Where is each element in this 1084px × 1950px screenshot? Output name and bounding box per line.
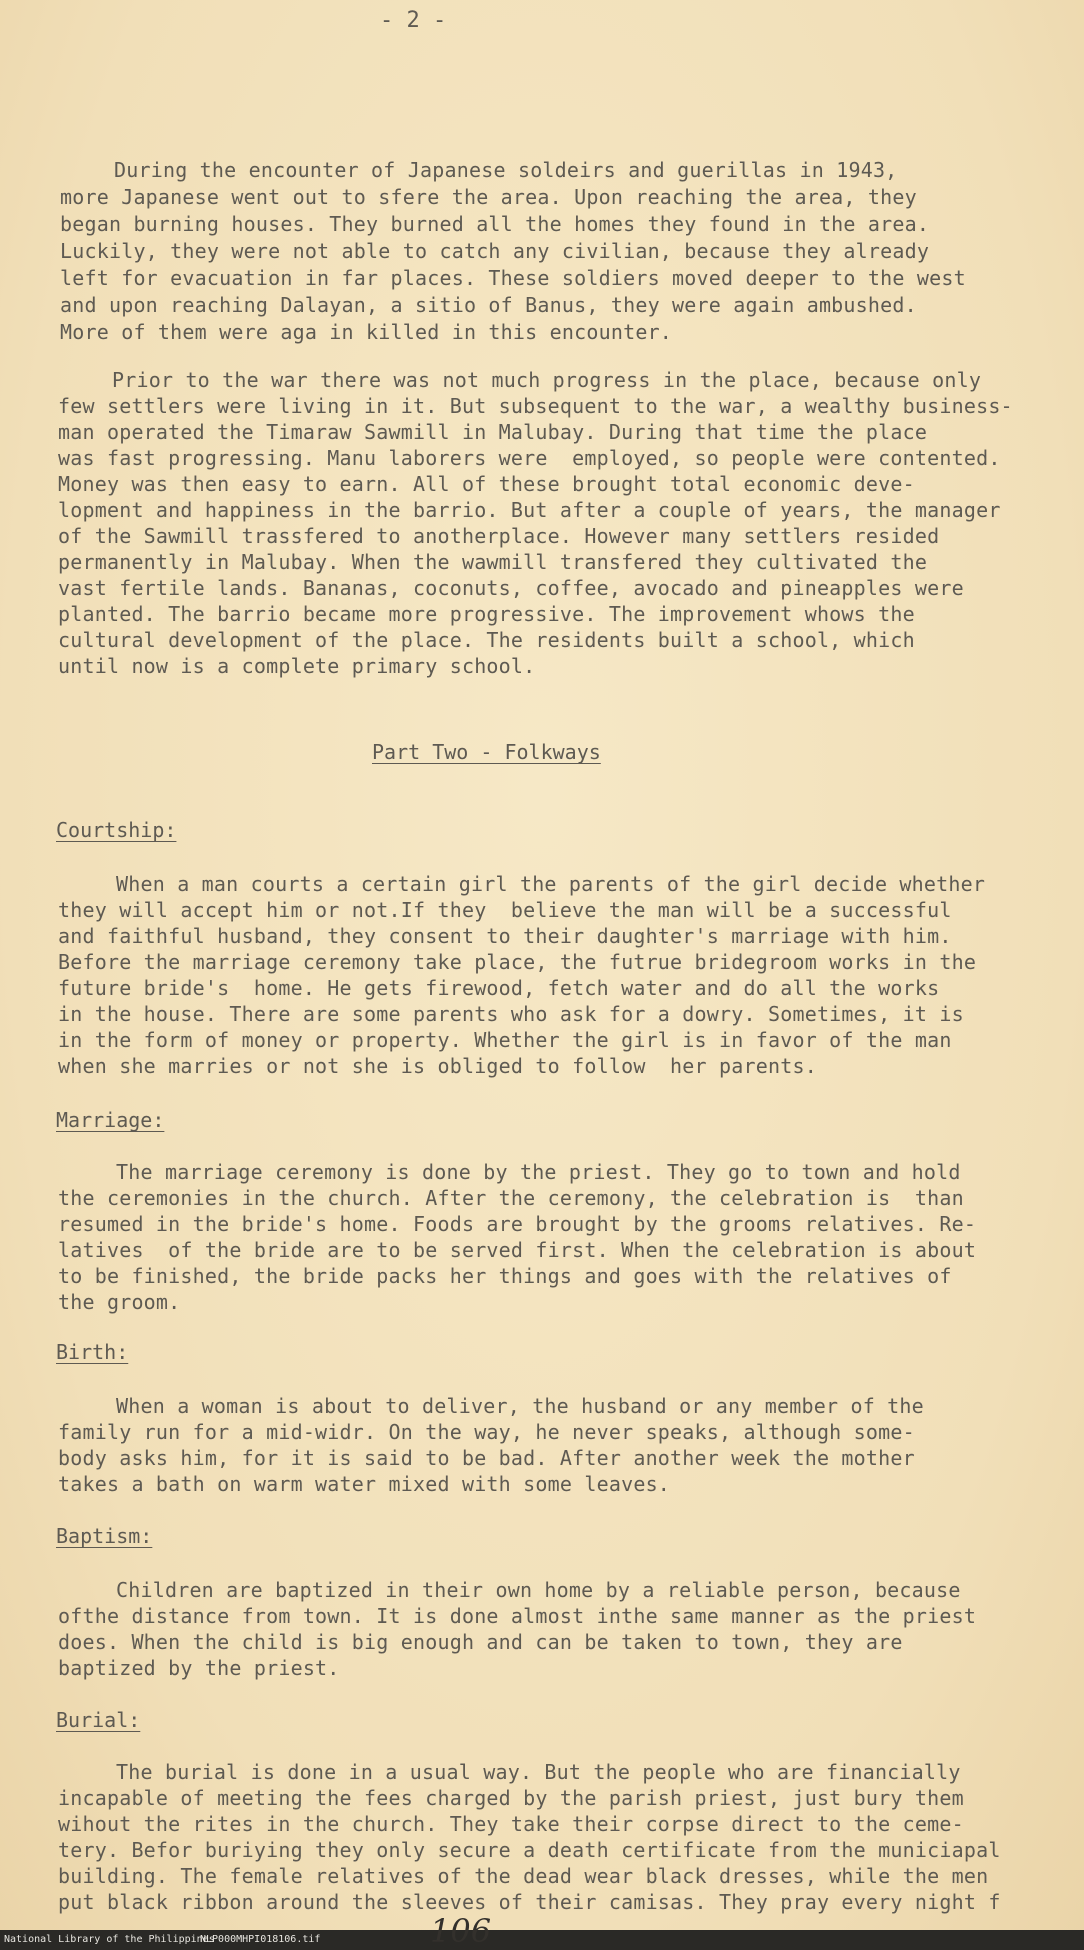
section-heading-birth: Birth: — [56, 1340, 129, 1364]
text-line: More of them were aga in killed in this encounter. — [60, 320, 673, 344]
text-line: The burial is done in a usual way. But the people who are financially — [116, 1760, 961, 1784]
section-heading-baptism: Baptism: — [56, 1524, 153, 1548]
courtship-paragraph — [58, 872, 1068, 1082]
text-line: building. The female relatives of the dead wear black dresses, while the men — [58, 1864, 989, 1888]
text-line: wihout the rites in the church. They take their corpse direct to the ceme- — [58, 1812, 964, 1836]
text-line: to be finished, the bride packs her things and goes with the relatives of — [58, 1264, 952, 1288]
text-line: in the form of money or property. Whether the girl is in favor of the man — [58, 1028, 952, 1052]
text-line: Money was then easy to earn. All of these brought total economic deve- — [58, 472, 915, 496]
text-line: began burning houses. They burned all the homes they found in the area. — [60, 212, 930, 236]
text-line: man operated the Timaraw Sawmill in Malubay. During that time the place — [58, 420, 928, 444]
text-line: ofthe distance from town. It is done almost inthe same manner as the priest — [58, 1604, 977, 1628]
text-line: Children are baptized in their own home by a reliable person, because — [116, 1578, 961, 1602]
marriage-paragraph — [58, 1160, 1068, 1320]
text-line: does. When the child is big enough and can be taken to town, they are — [58, 1630, 903, 1654]
footer-library-name: National Library of the Philippines — [4, 1934, 215, 1945]
text-line: few settlers were living in it. But subsequent to the war, a wealthy business- — [58, 394, 1013, 418]
text-line: was fast progressing. Manu laborers were employed, so people were contented. — [58, 446, 1001, 470]
text-line: cultural development of the place. The residents built a school, which — [58, 628, 915, 652]
section-heading-marriage: Marriage: — [56, 1108, 165, 1132]
text-line: future bride's home. He gets firewood, fetch water and do all the works — [58, 976, 940, 1000]
text-line: left for evacuation in far places. These soldiers moved deeper to the west — [60, 266, 966, 290]
part-title: Part Two - Folkways — [372, 740, 601, 764]
footer-bar — [0, 1930, 1084, 1950]
text-line: takes a bath on warm water mixed with some leaves. — [58, 1472, 671, 1496]
text-line: When a man courts a certain girl the parents of the girl decide whether — [116, 872, 986, 896]
intro-paragraph-2 — [58, 368, 1068, 688]
text-line: until now is a complete primary school. — [58, 654, 536, 678]
text-line: body asks him, for it is said to be bad. After another week the mother — [58, 1446, 915, 1470]
text-line: planted. The barrio became more progressive. The improvement whows the — [58, 602, 915, 626]
burial-paragraph — [58, 1760, 1068, 1920]
text-line: more Japanese went out to sfere the area. Upon reaching the area, they — [60, 185, 917, 209]
text-line: put black ribbon around the sleeves of their camisas. They pray every night f — [58, 1890, 1001, 1914]
text-line: During the encounter of Japanese soldeirs and guerillas in 1943, — [114, 158, 898, 182]
text-line: The marriage ceremony is done by the priest. They go to town and hold — [116, 1160, 961, 1184]
text-line: vast fertile lands. Bananas, coconuts, coffee, avocado and pineapples were — [58, 576, 964, 600]
text-line: when she marries or not she is obliged to follow her parents. — [58, 1054, 817, 1078]
page-header: - 2 - — [380, 8, 447, 33]
text-line: lopment and happiness in the barrio. But after a couple of years, the manager — [58, 498, 1001, 522]
text-line: baptized by the priest. — [58, 1656, 340, 1680]
baptism-paragraph — [58, 1578, 1068, 1688]
birth-paragraph — [58, 1394, 1068, 1504]
footer-file-name: NLP000MHPI018106.tif — [200, 1934, 321, 1945]
text-line: and faithful husband, they consent to their daughter's marriage with him. — [58, 924, 952, 948]
text-line: resumed in the bride's home. Foods are brought by the grooms relatives. Re- — [58, 1212, 977, 1236]
section-heading-courtship: Courtship: — [56, 818, 177, 842]
text-line: latives of the bride are to be served first. When the celebration is about — [58, 1238, 977, 1262]
text-line: When a woman is about to deliver, the husband or any member of the — [116, 1394, 924, 1418]
text-line: Prior to the war there was not much progress in the place, because only — [112, 368, 982, 392]
section-heading-burial: Burial: — [56, 1708, 141, 1732]
text-line: the groom. — [58, 1290, 181, 1314]
intro-paragraph-1 — [60, 158, 1060, 348]
text-line: and upon reaching Dalayan, a sitio of Banus, they were again ambushed. — [60, 293, 917, 317]
handwritten-page-number: 106 — [430, 1912, 492, 1950]
text-line: family run for a mid-widr. On the way, he never speaks, although some- — [58, 1420, 915, 1444]
text-line: the ceremonies in the church. After the ceremony, the celebration is than — [58, 1186, 964, 1210]
text-line: of the Sawmill trassfered to anotherplace. However many settlers resided — [58, 524, 940, 548]
text-line: Before the marriage ceremony take place, the futrue bridegroom works in the — [58, 950, 977, 974]
text-line: Luckily, they were not able to catch any civilian, because they already — [60, 239, 930, 263]
text-line: in the house. There are some parents who ask for a dowry. Sometimes, it is — [58, 1002, 964, 1026]
text-line: they will accept him or not.If they believe the man will be a successful — [58, 898, 952, 922]
text-line: tery. Befor buriying they only secure a death certificate from the municiapal — [58, 1838, 1001, 1862]
text-line: permanently in Malubay. When the wawmill transfered they cultivated the — [58, 550, 928, 574]
text-line: incapable of meeting the fees charged by the parish priest, just bury them — [58, 1786, 964, 1810]
